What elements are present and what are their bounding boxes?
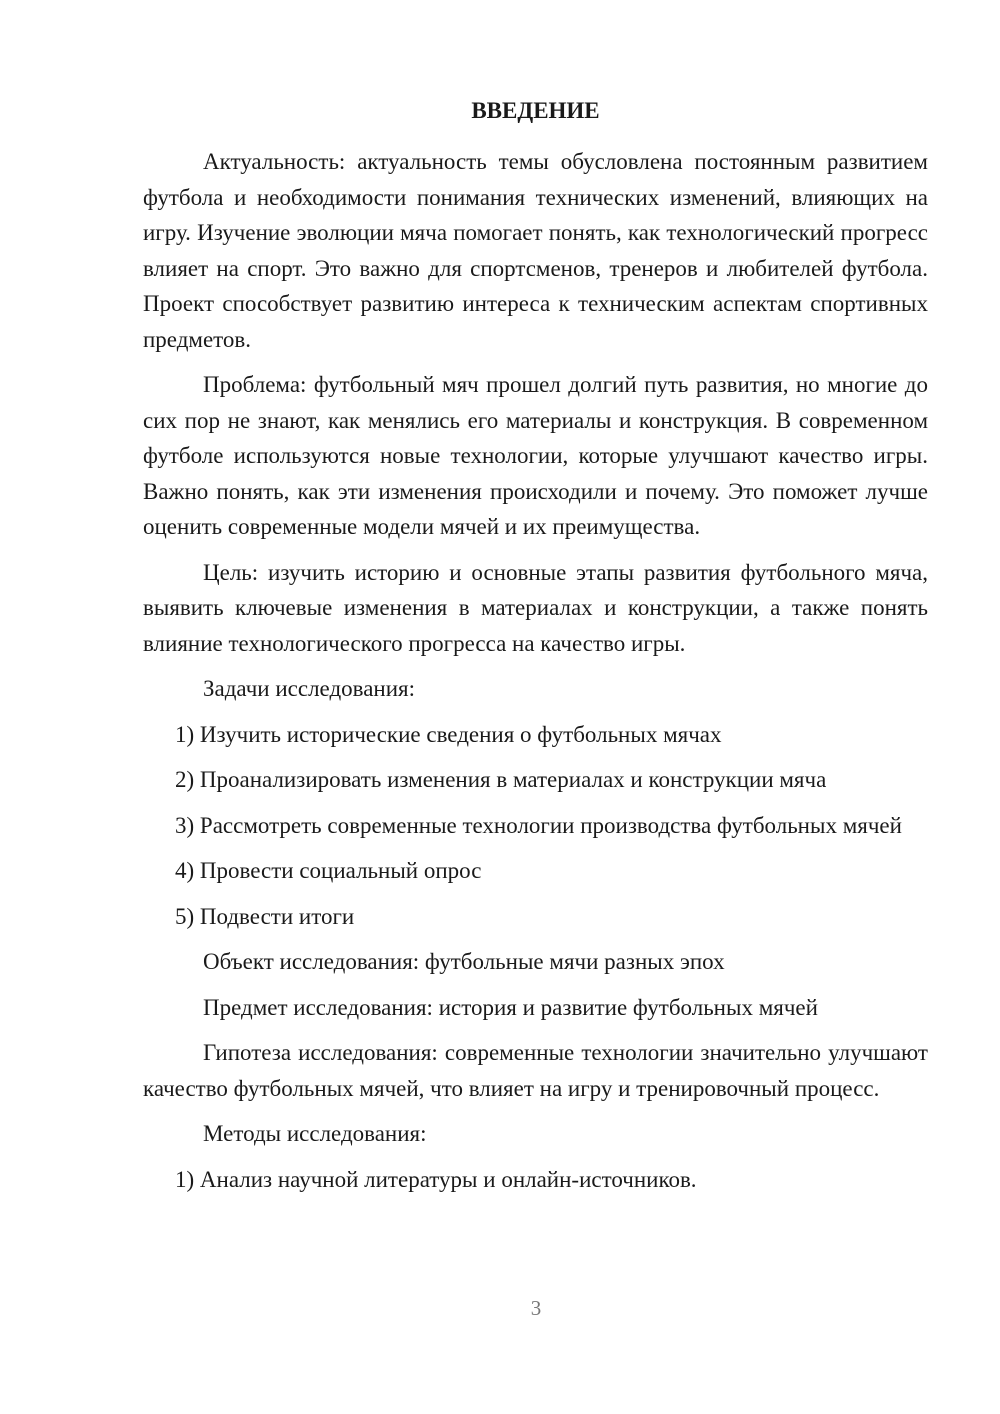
- task-item: 2) Проанализировать изменения в материалах и конструкции мяча: [175, 767, 827, 792]
- paragraph-goal: Цель: изучить историю и основные этапы развития футбольного мяча, выявить ключевые изменения в материалах и конструкции, а также понять влияние технологического прогресса на качество игры.: [143, 559, 928, 656]
- tasks-heading: Задачи исследования:: [203, 676, 416, 701]
- page-title: ВВЕДЕНИЕ: [471, 98, 600, 123]
- research-hypothesis: Гипотеза исследования: современные технологии значительно улучшают качество футбольных мячей, что влияет на игру и тренировочный процесс.: [143, 1040, 928, 1101]
- research-subject: Предмет исследования: история и развитие футбольных мячей: [203, 994, 818, 1020]
- paragraph-relevance: Актуальность: актуальность темы обусловлена постоянным развитием футбола и необходимости понимания технических изменений, влияющих на игру. Изучение эволюции мяча помогает понять, как технологический прогресс влияет на спорт. Это важно для спортсменов, тренеров и любителей футбола. Проект способствует развитию интереса к техническим аспектам спортивных предметов.: [143, 149, 928, 352]
- task-item: 3) Рассмотреть современные технологии производства футбольных мячей: [175, 812, 902, 838]
- page-content: [143, 95, 928, 1207]
- task-item: 1) Изучить исторические сведения о футбольных мячах: [175, 721, 722, 747]
- method-item: 1) Анализ научной литературы и онлайн-источников.: [175, 1166, 697, 1192]
- task-item: 4) Провести социальный опрос: [175, 858, 482, 883]
- page-number: 3: [530, 1296, 542, 1320]
- research-object: Объект исследования: футбольные мячи разных эпох: [203, 949, 725, 974]
- task-item: 5) Подвести итоги: [175, 903, 355, 929]
- paragraph-problem: Проблема: футбольный мяч прошел долгий путь развития, но многие до сих пор не знают, как менялись его материалы и конструкция. В современном футболе используются новые технологии, которые улучшают качество игры. Важно понять, как эти изменения происходили и почему. Это поможет лучше оценить современные модели мячей и их преимущества.: [143, 372, 928, 539]
- methods-heading: Методы исследования:: [203, 1121, 427, 1146]
